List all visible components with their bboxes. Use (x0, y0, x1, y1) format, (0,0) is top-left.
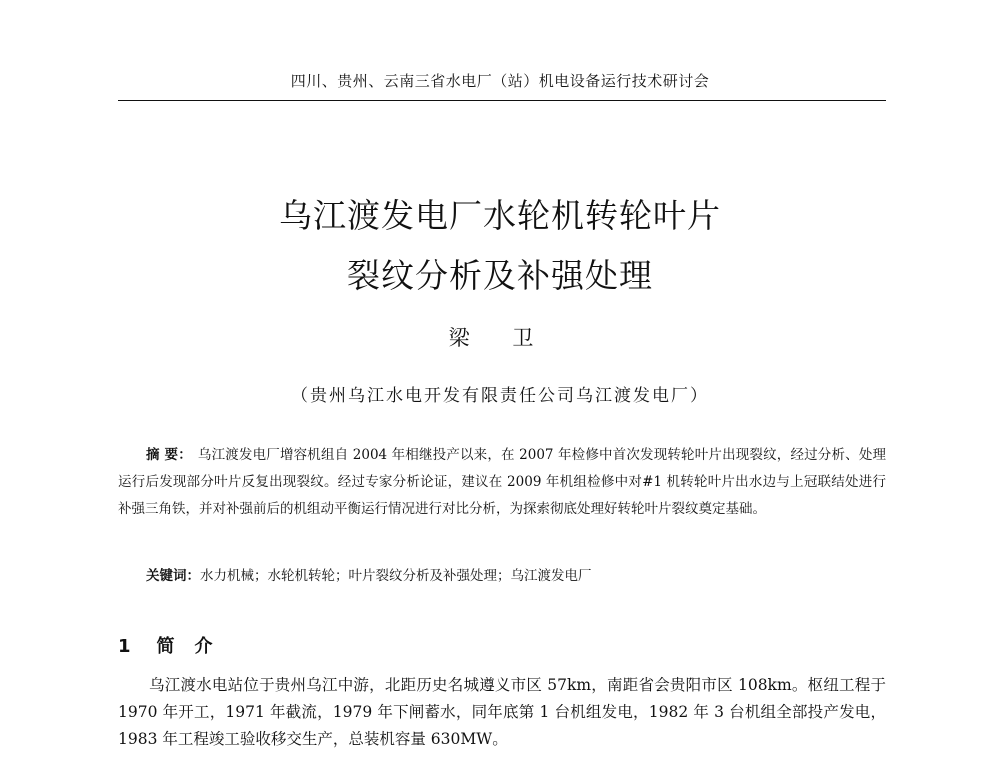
section-title: 简介 (156, 636, 233, 657)
running-header: 四川、贵州、云南三省水电厂（站）机电设备运行技术研讨会 (290, 72, 710, 90)
abstract-text: 乌江渡发电厂增容机组自 2004 年相继投产以来，在 2007 年检修中首次发现转轮叶片出现裂纹，经过分析、处理运行后发现部分叶片反复出现裂纹。经过专家分析论证，建议在 2009 年机组检修中对#1 机转轮叶片出水边与上冠联结处进行补强三角铁，并对补强前后的机组动平衡运行情况进行对比分析，为探索彻底处理好转轮叶片裂纹奠定基础。 (118, 447, 886, 517)
section-heading (118, 632, 233, 658)
abstract-label: 摘 要： (146, 447, 192, 463)
section-number: 1 (118, 636, 131, 657)
keywords-text: 水力机械；水轮机转轮；叶片裂纹分析及补强处理；乌江渡发电厂 (200, 568, 592, 584)
paper-title-line-2: 裂纹分析及补强处理 (347, 256, 653, 295)
author-affiliation: （贵州乌江水电开发有限责任公司乌江渡发电厂） (291, 386, 709, 406)
section-paragraph: 乌江渡水电站位于贵州乌江中游，北距历史名城遵义市区 57km，南距省会贵阳市区 108km。枢纽工程于 1970 年开工，1971 年截流，1979 年下闸蓄水，同年底第 1 台机组发电，1982 年 3 台机组全部投产发电，1983 年工程竣工验收移交生产，总装机容量 630MW。 (118, 676, 886, 748)
header-rule (118, 100, 886, 101)
keywords-label: 关键词： (146, 568, 200, 584)
abstract (118, 442, 886, 523)
keywords (118, 564, 886, 588)
paper-title-line-1: 乌江渡发电厂水轮机转轮叶片 (279, 196, 721, 235)
author-name: 梁 卫 (448, 326, 552, 350)
